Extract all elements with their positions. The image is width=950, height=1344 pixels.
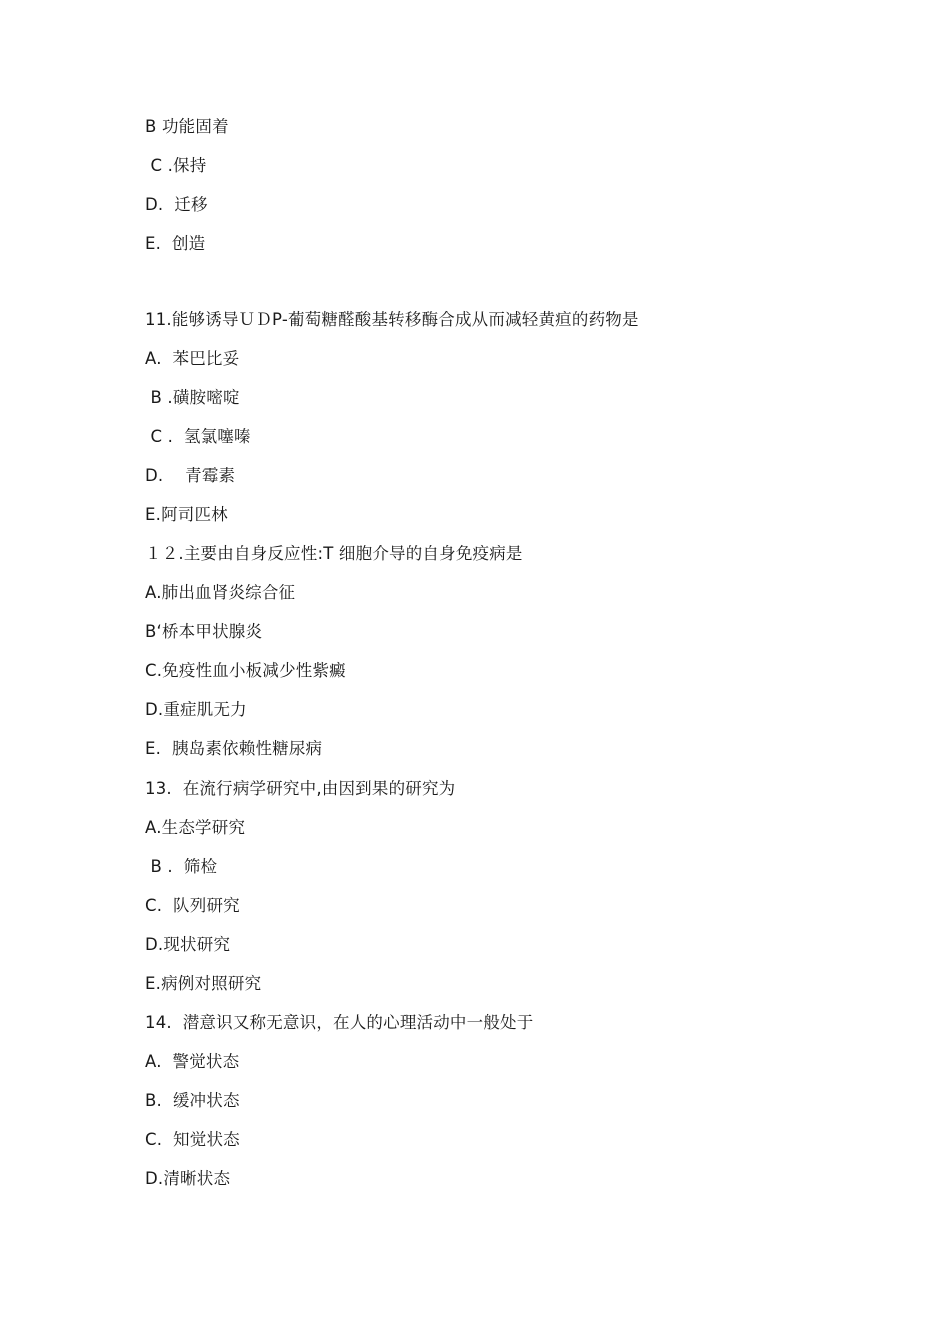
option-12b: B‘桥本甲状腺炎 (145, 622, 263, 641)
question-13: 13. 在流行病学研究中,由因到果的研究为 (145, 779, 456, 798)
option-10e: E. 创造 (145, 234, 206, 253)
option-11b: B .磺胺嘧啶 (145, 388, 240, 407)
question-12: １２.主要由自身反应性:T 细胞介导的自身免疫病是 (145, 544, 523, 563)
option-13d: D.现状研究 (145, 935, 231, 954)
option-14c: C. 知觉状态 (145, 1130, 240, 1149)
option-14d: D.清晰状态 (145, 1169, 231, 1188)
question-14: 14. 潜意识又称无意识，在人的心理活动中一般处于 (145, 1013, 534, 1032)
option-11d: D. 青霉素 (145, 466, 236, 485)
option-10c: C .保持 (145, 156, 207, 175)
option-13a: A.生态学研究 (145, 818, 246, 837)
option-12e: E. 胰岛素依赖性糖尿病 (145, 739, 323, 758)
option-10d: D. 迁移 (145, 195, 208, 214)
option-11a: A. 苯巴比妥 (145, 349, 240, 368)
option-12c: C.免疫性血小板减少性紫癜 (145, 661, 346, 680)
option-11c: C . 氢氯噻嗪 (145, 427, 251, 446)
option-12d: D.重症肌无力 (145, 700, 247, 719)
option-13e: E.病例对照研究 (145, 974, 262, 993)
option-14b: B. 缓冲状态 (145, 1091, 240, 1110)
option-10b: B 功能固着 (145, 117, 229, 136)
option-14a: A. 警觉状态 (145, 1052, 240, 1071)
option-13b: B . 筛检 (145, 857, 218, 876)
option-11e: E.阿司匹林 (145, 505, 228, 524)
option-12a: A.肺出血肾炎综合征 (145, 583, 296, 602)
option-13c: C. 队列研究 (145, 896, 240, 915)
question-11: 11.能够诱导ＵＤP-葡萄糖醛酸基转移酶合成从而减轻黄疸的药物是 (145, 310, 639, 329)
